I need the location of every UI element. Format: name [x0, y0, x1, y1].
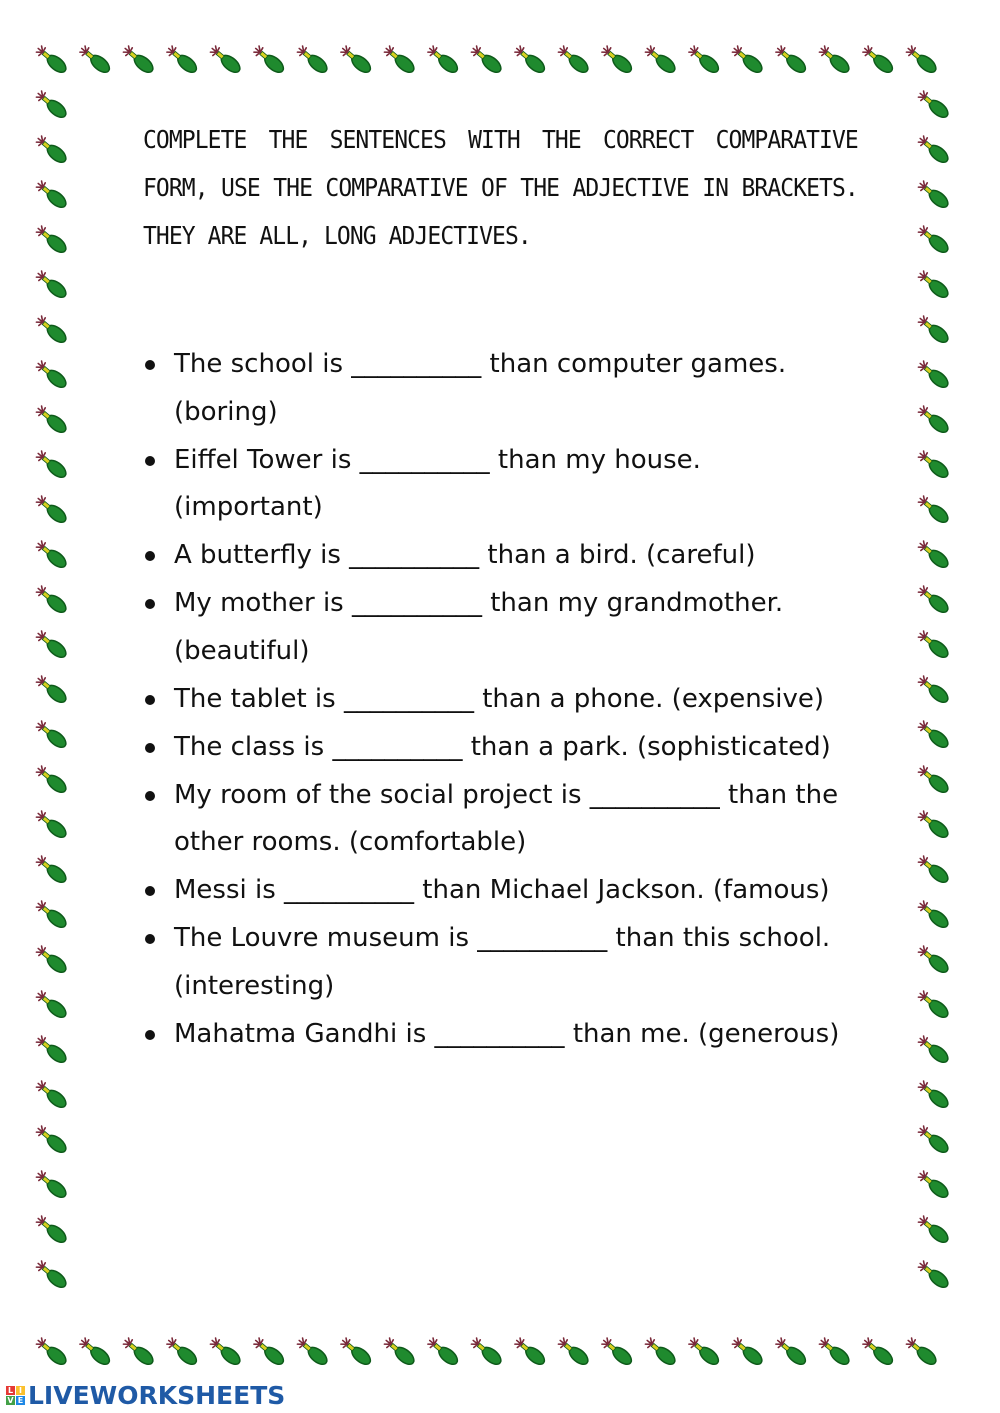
champagne-bottle-icon — [916, 224, 951, 256]
champagne-bottle-icon — [34, 359, 69, 391]
champagne-bottle-icon — [861, 44, 896, 76]
champagne-bottle-icon — [34, 1214, 69, 1246]
champagne-bottle-icon — [426, 44, 461, 76]
champagne-bottle-icon — [34, 1124, 69, 1156]
champagne-bottle-icon — [34, 989, 69, 1021]
champagne-bottle-icon — [600, 44, 635, 76]
sentence-item — [143, 867, 853, 915]
sentence-list — [143, 341, 853, 1059]
champagne-bottle-icon — [916, 359, 951, 391]
champagne-bottle-icon — [339, 44, 374, 76]
champagne-bottle-icon — [34, 224, 69, 256]
champagne-bottle-icon — [34, 1079, 69, 1111]
champagne-bottle-icon — [916, 1214, 951, 1246]
champagne-bottle-icon — [34, 404, 69, 436]
champagne-bottle-icon — [121, 44, 156, 76]
bullet-icon — [145, 551, 155, 561]
champagne-bottle-icon — [916, 269, 951, 301]
champagne-bottle-icon — [295, 1336, 330, 1368]
champagne-bottle-icon — [916, 809, 951, 841]
logo-mark-letter: E — [17, 1395, 24, 1405]
champagne-bottle-icon — [730, 44, 765, 76]
champagne-bottle-icon — [34, 944, 69, 976]
champagne-bottle-icon — [469, 1336, 504, 1368]
champagne-bottle-icon — [34, 764, 69, 796]
bullet-icon — [145, 1030, 155, 1040]
champagne-bottle-icon — [165, 44, 200, 76]
champagne-bottle-icon — [904, 44, 939, 76]
logo-mark-letter: I — [16, 1386, 25, 1395]
champagne-bottle-icon — [78, 1336, 113, 1368]
sentence-item — [143, 1011, 853, 1059]
champagne-bottle-icon — [34, 539, 69, 571]
sentence-text: The tablet is __________ than a phone. (expensive) — [174, 683, 825, 714]
champagne-bottle-icon — [34, 899, 69, 931]
champagne-bottle-icon — [382, 1336, 417, 1368]
champagne-bottle-icon — [252, 44, 287, 76]
champagne-bottle-icon — [34, 314, 69, 346]
champagne-bottle-icon — [916, 719, 951, 751]
sentence-item — [143, 724, 853, 772]
bullet-icon — [145, 791, 155, 801]
bullet-icon — [145, 360, 155, 370]
champagne-bottle-icon — [916, 134, 951, 166]
sentence-item — [143, 341, 853, 436]
sentence-text: My room of the social project is __________ than the other rooms. (comfortable) — [174, 779, 839, 857]
champagne-bottle-icon — [165, 1336, 200, 1368]
champagne-bottle-icon — [208, 44, 243, 76]
champagne-bottle-icon — [34, 674, 69, 706]
champagne-bottle-icon — [208, 1336, 243, 1368]
sentence-item — [143, 532, 853, 580]
logo-mark-letter: V — [7, 1395, 14, 1405]
champagne-bottle-icon — [469, 44, 504, 76]
bullet-icon — [145, 934, 155, 944]
champagne-bottle-icon — [687, 1336, 722, 1368]
champagne-bottle-icon — [34, 584, 69, 616]
champagne-bottle-icon — [916, 1079, 951, 1111]
champagne-bottle-icon — [34, 89, 69, 121]
champagne-bottle-icon — [774, 44, 809, 76]
champagne-bottle-icon — [817, 44, 852, 76]
sentence-text: The school is __________ than computer games. (boring) — [174, 349, 787, 427]
champagne-bottle-icon — [34, 269, 69, 301]
champagne-bottle-icon — [295, 44, 330, 76]
logo-text: LIVEWORKSHEETS — [28, 1380, 286, 1410]
bullet-icon — [145, 743, 155, 753]
champagne-bottle-icon — [34, 1034, 69, 1066]
sentence-text: The Louvre museum is __________ than this school. (interesting) — [174, 923, 831, 1001]
champagne-bottle-icon — [121, 1336, 156, 1368]
champagne-bottle-icon — [916, 764, 951, 796]
champagne-bottle-icon — [916, 674, 951, 706]
champagne-bottle-icon — [34, 44, 69, 76]
champagne-bottle-icon — [556, 44, 591, 76]
champagne-bottle-icon — [916, 404, 951, 436]
sentence-item — [143, 772, 853, 867]
sentence-item — [143, 437, 853, 532]
champagne-bottle-icon — [513, 44, 548, 76]
champagne-bottle-icon — [916, 449, 951, 481]
champagne-bottle-icon — [916, 1124, 951, 1156]
champagne-bottle-icon — [916, 1169, 951, 1201]
champagne-bottle-icon — [916, 1259, 951, 1291]
champagne-bottle-icon — [916, 314, 951, 346]
champagne-bottle-icon — [34, 1336, 69, 1368]
champagne-bottle-icon — [817, 1336, 852, 1368]
sentence-item — [143, 580, 853, 675]
logo-mark-icon — [6, 1386, 25, 1405]
champagne-bottle-icon — [34, 494, 69, 526]
sentence-item — [143, 676, 853, 724]
champagne-bottle-icon — [643, 1336, 678, 1368]
bullet-icon — [145, 695, 155, 705]
sentence-text: Mahatma Gandhi is __________ than me. (generous) — [174, 1018, 840, 1049]
champagne-bottle-icon — [252, 1336, 287, 1368]
champagne-bottle-icon — [916, 944, 951, 976]
champagne-bottle-icon — [687, 44, 722, 76]
champagne-bottle-icon — [600, 1336, 635, 1368]
champagne-bottle-icon — [916, 989, 951, 1021]
champagne-bottle-icon — [643, 44, 678, 76]
sentence-text: My mother is __________ than my grandmother. (beautiful) — [174, 588, 784, 666]
champagne-bottle-icon — [34, 719, 69, 751]
champagne-bottle-icon — [382, 44, 417, 76]
champagne-bottle-icon — [916, 539, 951, 571]
champagne-bottle-icon — [904, 1336, 939, 1368]
champagne-bottle-icon — [34, 854, 69, 886]
champagne-bottle-icon — [34, 179, 69, 211]
champagne-bottle-icon — [34, 629, 69, 661]
champagne-bottle-icon — [34, 809, 69, 841]
champagne-bottle-icon — [556, 1336, 591, 1368]
champagne-bottle-icon — [34, 1169, 69, 1201]
champagne-bottle-icon — [339, 1336, 374, 1368]
bullet-icon — [145, 456, 155, 466]
champagne-bottle-icon — [34, 449, 69, 481]
sentence-text: The class is __________ than a park. (sophisticated) — [174, 731, 831, 762]
champagne-bottle-icon — [861, 1336, 896, 1368]
bullet-icon — [145, 886, 155, 896]
instructions-text: COMPLETE THE SENTENCES WITH THE CORRECT COMPARATIVE FORM, USE THE COMPARATIVE OF THE ADJECTIVE IN BRACKETS. THEY ARE ALL, LONG ADJECTIVES. — [143, 125, 858, 250]
champagne-bottle-icon — [916, 179, 951, 211]
champagne-bottle-icon — [513, 1336, 548, 1368]
champagne-bottle-icon — [916, 629, 951, 661]
champagne-bottle-icon — [916, 494, 951, 526]
champagne-bottle-icon — [916, 584, 951, 616]
sentence-text: A butterfly is __________ than a bird. (careful) — [174, 540, 756, 570]
champagne-bottle-icon — [774, 1336, 809, 1368]
champagne-bottle-icon — [78, 44, 113, 76]
logo-mark-letter: L — [7, 1385, 14, 1395]
champagne-bottle-icon — [730, 1336, 765, 1368]
champagne-bottle-icon — [916, 899, 951, 931]
champagne-bottle-icon — [426, 1336, 461, 1368]
champagne-bottle-icon — [34, 1259, 69, 1291]
champagne-bottle-icon — [916, 89, 951, 121]
champagne-bottle-icon — [916, 1034, 951, 1066]
liveworksheets-logo[interactable] — [6, 1380, 285, 1410]
sentence-text: Eiffel Tower is __________ than my house. (important) — [174, 444, 701, 522]
sentence-item — [143, 915, 853, 1010]
champagne-bottle-icon — [916, 854, 951, 886]
bullet-icon — [145, 599, 155, 609]
sentence-text: Messi is __________ than Michael Jackson. (famous) — [174, 875, 830, 905]
champagne-bottle-icon — [34, 134, 69, 166]
